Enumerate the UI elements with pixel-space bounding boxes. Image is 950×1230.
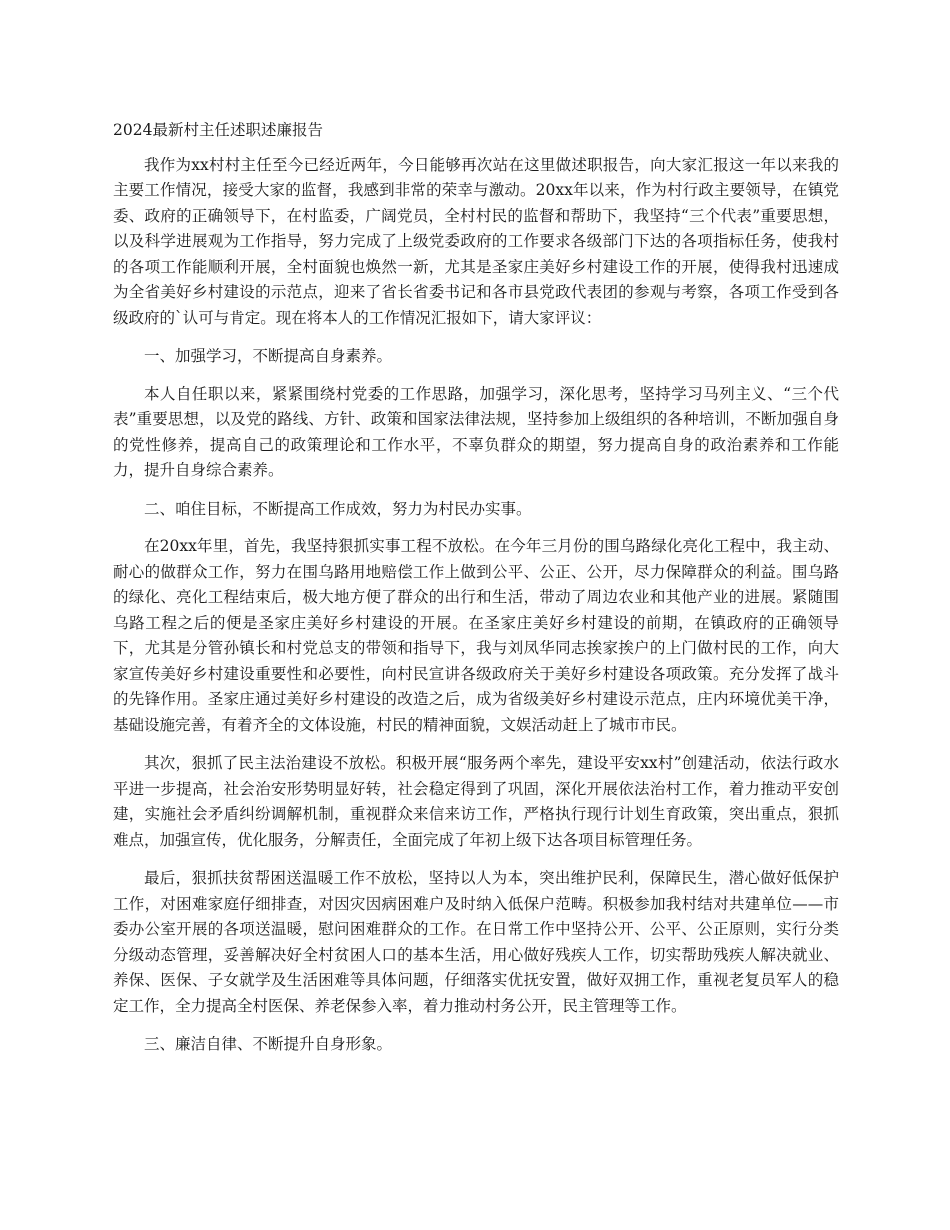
paragraph-intro: 我作为xx村村主任至今已经近两年，今日能够再次站在这里做述职报告，向大家汇报这一年以来我的主要工作情况，接受大家的监督，我感到非常的荣幸与激动。20xx年以来，作为村行政主要领导，在镇党委、政府的正确领导下，在村监委，广阔党员，全村村民的监督和帮助下，我坚持“三个代表”重要思想，以及科学进展观为工作指导，努力完成了上级党委政府的工作要求各级部门下达的各项指标任务，使我村的各项工作能顺利开展，全村面貌也焕然一新，尤其是圣家庄美好乡村建设工作的开展，使得我村迅速成为全省美好乡村建设的示范点，迎来了省长省委书记和各市县党政代表团的参观与考察，各项工作受到各级政府的`认可与肯定。现在将本人的工作情况汇报如下，请大家评议： — [113, 155, 839, 327]
paragraph-projects: 在20xx年里，首先，我坚持狠抓实事工程不放松。在今年三月份的围乌路绿化亮化工程中，我主动、耐心的做群众工作，努力在围乌路用地赔偿工作上做到公平、公正、公开，尽力保障群众的利益。围乌路的绿化、亮化工程结束后，极大地方便了群众的出行和生活，带动了周边农业和其他产业的进展。紧随围乌路工程之后的便是圣家庄美好乡村建设的开展。在圣家庄美好乡村建设的前期，在镇政府的正确领导下，尤其是分管孙镇长和村党总支的带领和指导下，我与刘凤华同志挨家挨户的上门做村民的工作，向大家宣传美好乡村建设重要性和必要性，向村民宣讲各级政府关于美好乡村建设各项政策。充分发挥了战斗的先锋作用。圣家庄通过美好乡村建设的改造之后，成为省级美好乡村建设示范点，庄内环境优美干净，基础设施完善，有着齐全的文体设施，村民的精神面貌，文娱活动赶上了城市市民。 — [113, 537, 839, 734]
paragraph-study: 本人自任职以来，紧紧围绕村党委的工作思路，加强学习，深化思考，坚持学习马列主义、“三个代表”重要思想，以及党的路线、方针、政策和国家法律法规，坚持参加上级组织的各种培训，不断加强自身的党性修养，提高自己的政策理论和工作水平，不辜负群众的期望，努力提高自身的政治素养和工作能力，提升自身综合素养。 — [113, 384, 839, 479]
document-title: 2024最新村主任述职述廉报告 — [113, 121, 323, 139]
section-heading-1: 一、加强学习，不断提高自身素养。 — [144, 347, 393, 365]
section-heading-3: 三、廉洁自律、不断提升自身形象。 — [144, 1035, 393, 1053]
paragraph-rule-of-law: 其次，狠抓了民主法治建设不放松。积极开展“服务两个率先，建设平安xx村”创建活动，依法行政水平进一步提高，社会治安形势明显好转，社会稳定得到了巩固，深化开展依法治村工作，着力推动平安创建，实施社会矛盾纠纷调解机制，重视群众来信来访工作，严格执行现行计划生育政策，突出重点，狠抓难点，加强宣传，优化服务，分解责任，全面完成了年初上级下达各项目标管理任务。 — [113, 754, 839, 849]
paragraph-poverty-relief: 最后，狠抓扶贫帮困送温暖工作不放松，坚持以人为本，突出维护民利，保障民生，潜心做好低保护工作，对困难家庭仔细排查，对因灾因病困难户及时纳入低保户范畴。积极参加我村结对共建单位——市委办公室开展的各项送温暖，慰问困难群众的工作。在日常工作中坚持公开、公平、公正原则，实行分类分级动态管理，妥善解决好全村贫困人口的基本生活，用心做好残疾人工作，切实帮助残疾人解决就业、养保、医保、子女就学及生活困难等具体问题，仔细落实优抚安置，做好双拥工作，重视老复员军人的稳定工作，全力提高全村医保、养老保参入率，着力推动村务公开，民主管理等工作。 — [113, 869, 839, 1015]
document-body — [113, 118, 839, 1070]
section-heading-2: 二、咱住目标，不断提高工作成效，努力为村民办实事。 — [144, 499, 532, 518]
